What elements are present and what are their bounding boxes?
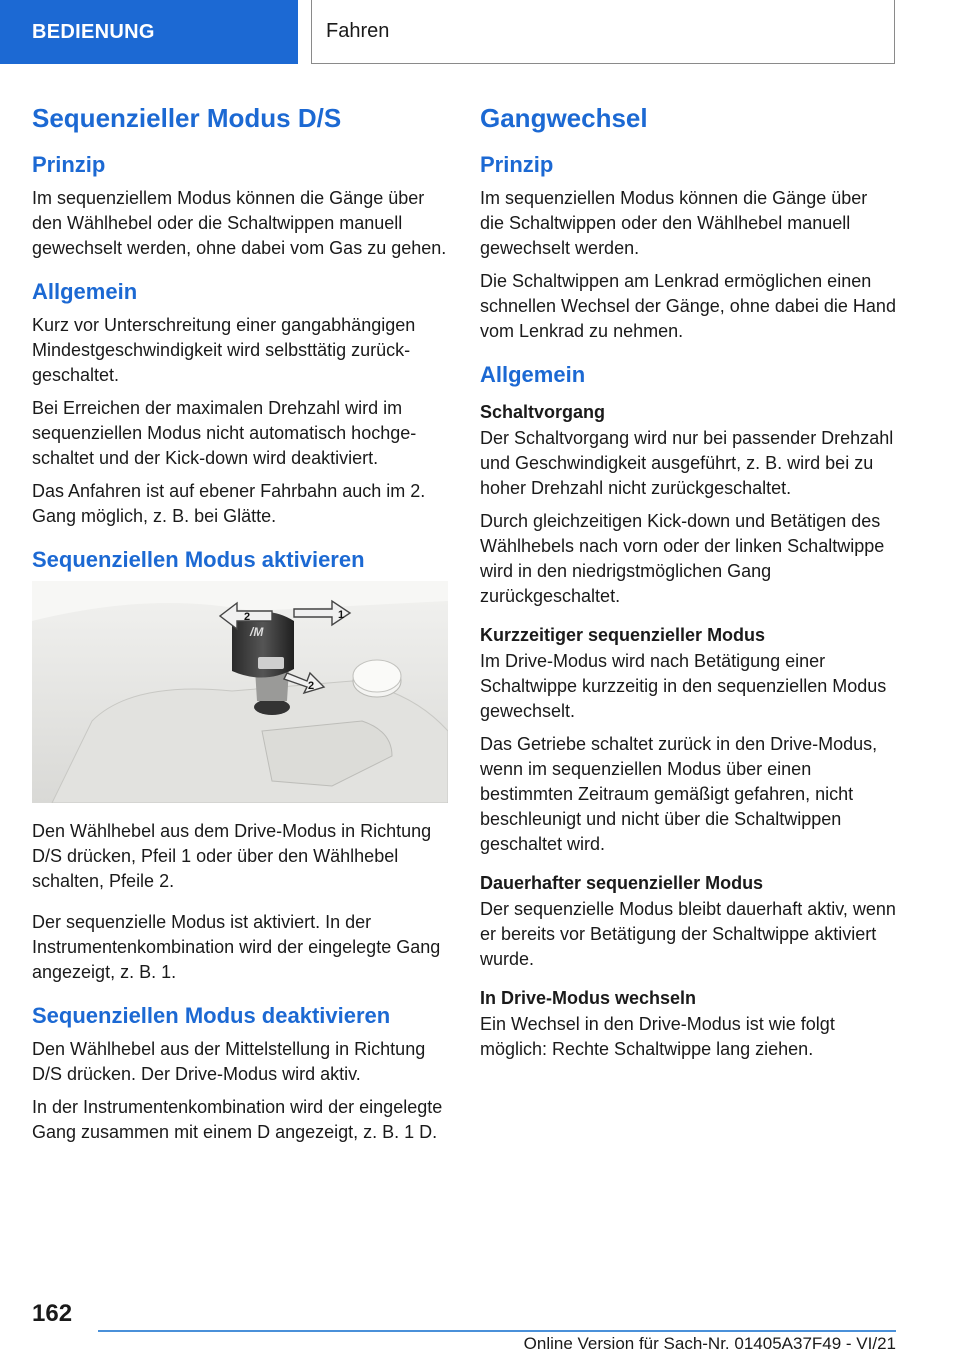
paragraph: Im sequenziellen Modus können die Gänge über die Schaltwippen oder den Wählhebel manuell gewechselt werden.	[480, 188, 868, 258]
paragraph: Den Wählhebel aus dem Drive-Modus in Richtung D/S drücken, Pfeil 1 oder über den Wählhebel schalten, Pfeile 2.	[32, 821, 432, 891]
heading-aktivieren: Sequenziellen Modus aktivieren	[32, 547, 365, 572]
section-label: BEDIENUNG	[32, 20, 155, 43]
chapter-label: Fahren	[326, 20, 390, 42]
page-number: 162	[32, 1300, 73, 1327]
svg-text:/M: /M	[250, 625, 264, 639]
right-column	[480, 100, 896, 1070]
footer-version-text: Online Version für Sach-Nr. 01405A37F49 - VI/21	[523, 1334, 896, 1353]
subheading-dauerhaft: Dauerhafter sequenzieller Modus	[480, 873, 764, 893]
gear-selector-illustration	[32, 581, 448, 803]
paragraph: Bei Erreichen der maximalen Drehzahl wird im sequenziellen Modus nicht automatisch hochgeschaltet und der Kick-down wird deaktiviert.	[32, 398, 417, 468]
heading-prinzip: Prinzip	[480, 152, 554, 177]
heading-deaktivieren: Sequenziellen Modus deaktivieren	[32, 1003, 391, 1028]
left-column	[32, 100, 448, 1153]
paragraph: Kurz vor Unterschreitung einer gangabhängigen Mindestgeschwindigkeit wird selbsttätig zurückgeschaltet.	[32, 315, 416, 385]
paragraph: In der Instrumentenkombination wird der eingelegte Gang zusammen mit einem D angezeigt, z. B. 1 D.	[32, 1097, 443, 1142]
subheading-drive-modus: In Drive-Modus wechseln	[480, 988, 697, 1008]
paragraph: Der Schaltvorgang wird nur bei passender Drehzahl und Geschwindigkeit ausgeführt, z. B. wird bei zu hoher Drehzahl nicht zurückgeschaltet.	[480, 428, 894, 498]
paragraph: Ein Wechsel in den Drive-Modus ist wie folgt möglich: Rechte Schaltwippe lang ziehen.	[480, 1014, 835, 1059]
paragraph: Den Wählhebel aus der Mittelstellung in Richtung D/S drücken. Der Drive-Modus wird aktiv.	[32, 1039, 426, 1084]
paragraph: Die Schaltwippen am Lenkrad ermöglichen einen schnellen Wechsel der Gänge, ohne dabei die Hand vom Lenkrad zu nehmen.	[480, 271, 896, 341]
arrow-2-bottom-label: 2	[308, 680, 315, 692]
footer-divider	[98, 1330, 896, 1332]
heading-allgemein: Allgemein	[480, 362, 586, 387]
heading-prinzip: Prinzip	[32, 152, 106, 177]
paragraph: Im Drive-Modus wird nach Betätigung einer Schaltwippe kurzzeitig in den sequenziellen Modus gewechselt.	[480, 651, 887, 721]
paragraph: Das Getriebe schaltet zurück in den Drive-Modus, wenn im sequenziellen Modus über einen bestimmten Zeitraum gemäßigt gefahren, nicht beschleunigt und nicht über die Schaltwippen geschaltet wird.	[480, 734, 878, 854]
heading-allgemein: Allgemein	[32, 279, 138, 304]
paragraph: Durch gleichzeitigen Kick-down und Betätigen des Wählhebels nach vorn oder der linken Schaltwippe wird in den niedrigstmöglichen Gang zurückgeschaltet.	[480, 511, 885, 606]
subheading-schaltvorgang: Schaltvorgang	[480, 402, 606, 422]
section-title-sequential-mode: Sequenzieller Modus D/S	[32, 103, 342, 133]
paragraph: Das Anfahren ist auf ebener Fahrbahn auch im 2. Gang möglich, z. B. bei Glätte.	[32, 481, 426, 526]
paragraph: Der sequenzielle Modus ist aktiviert. In der Instrumentenkombination wird der eingelegte Gang angezeigt, z. B. 1.	[32, 912, 441, 982]
arrow-1-label: 1	[338, 609, 345, 621]
section-tab	[0, 0, 298, 64]
chapter-header	[311, 0, 895, 64]
subheading-kurzzeitig: Kurzzeitiger sequenzieller Modus	[480, 625, 766, 645]
arrow-2-top-label: 2	[244, 611, 251, 623]
section-title-gangwechsel: Gangwechsel	[480, 103, 648, 133]
gear-selector-illustration-svg	[32, 581, 448, 803]
paragraph: Der sequenzielle Modus bleibt dauerhaft aktiv, wenn er bereits vor Betätigung der Schaltwippe aktiviert wurde.	[480, 899, 896, 969]
paragraph: Im sequenziellem Modus können die Gänge über den Wählhebel oder die Schaltwippen manuell gewechselt werden, ohne dabei vom Gas zu gehen.	[32, 188, 447, 258]
